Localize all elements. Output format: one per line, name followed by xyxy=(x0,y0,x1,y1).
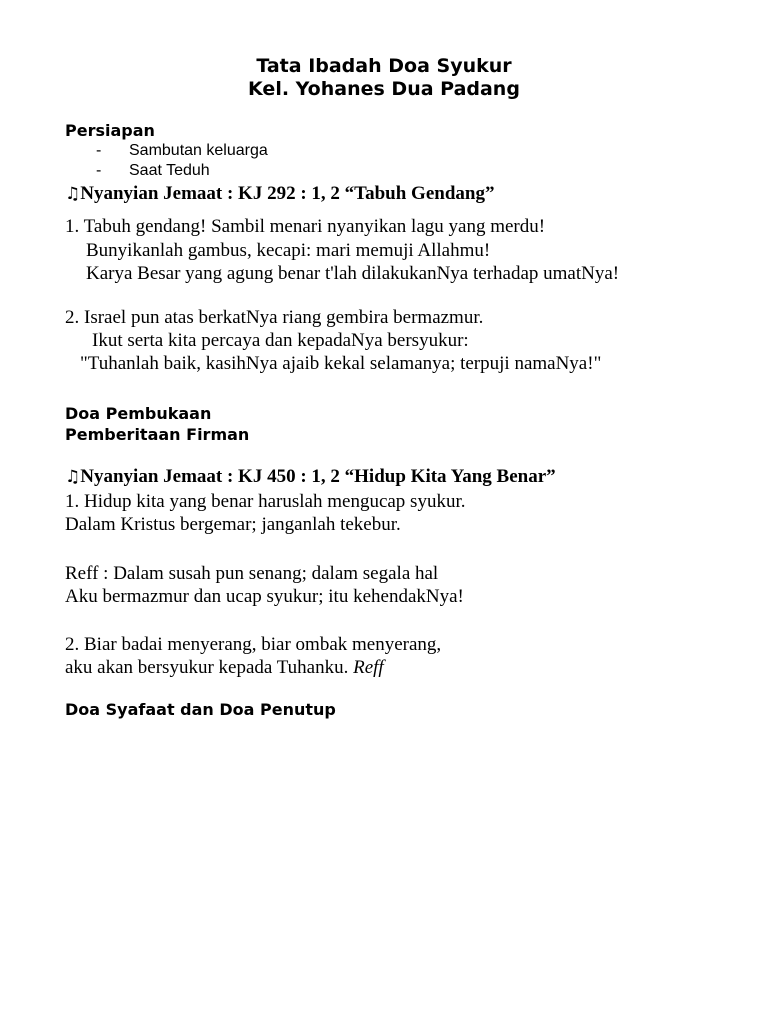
document-title: Tata Ibadah Doa Syukur xyxy=(256,55,512,77)
lyric-line: 1. Hidup kita yang benar haruslah mengucap syukur. xyxy=(65,491,466,512)
section-heading-pemberitaan-firman: Pemberitaan Firman xyxy=(65,425,250,444)
song-title-text: Nyanyian Jemaat : KJ 450 : 1, 2 “Hidup Kita Yang Benar” xyxy=(80,466,556,487)
reff-line: Reff : Dalam susah pun senang; dalam segala hal xyxy=(65,563,439,584)
lyric-text: aku akan bersyukur kepada Tuhanku. xyxy=(65,657,349,678)
song-title-kj450 xyxy=(65,466,556,488)
bullet-dash: - xyxy=(96,162,102,179)
lyric-line: Dalam Kristus bergemar; janganlah tekebur. xyxy=(65,514,401,535)
lyric-line: 1. Tabuh gendang! Sambil menari nyanyikan lagu yang merdu! xyxy=(65,216,546,237)
reff-marker: Reff xyxy=(353,657,384,678)
lyric-line: Ikut serta kita percaya dan kepadaNya bersyukur: xyxy=(92,330,469,351)
lyric-line: 2. Biar badai menyerang, biar ombak menyerang, xyxy=(65,634,442,655)
list-item xyxy=(96,141,268,161)
reff-line: Aku bermazmur dan ucap syukur; itu kehendakNya! xyxy=(65,586,464,607)
lyric-line xyxy=(65,656,384,679)
list-item-label: Sambutan keluarga xyxy=(129,142,268,159)
section-heading-persiapan: Persiapan xyxy=(65,121,155,140)
section-heading-doa-pembukaan: Doa Pembukaan xyxy=(65,404,212,423)
lyric-line: "Tuhanlah baik, kasihNya ajaib kekal selamanya; terpuji namaNya!" xyxy=(80,353,602,374)
music-note-icon: ♫ xyxy=(65,184,81,204)
song-title-kj292 xyxy=(65,183,494,205)
list-item-label: Saat Teduh xyxy=(129,162,210,179)
lyric-line: Bunyikanlah gambus, kecapi: mari memuji Allahmu! xyxy=(86,240,491,261)
lyric-line: 2. Israel pun atas berkatNya riang gembira bermazmur. xyxy=(65,307,484,328)
music-note-icon: ♫ xyxy=(65,467,81,487)
list-item xyxy=(96,161,210,181)
bullet-dash: - xyxy=(96,142,102,159)
document-subtitle: Kel. Yohanes Dua Padang xyxy=(248,78,520,100)
lyric-line: Karya Besar yang agung benar t'lah dilakukanNya terhadap umatNya! xyxy=(86,263,620,284)
section-heading-doa-penutup: Doa Syafaat dan Doa Penutup xyxy=(65,700,336,719)
song-title-text: Nyanyian Jemaat : KJ 292 : 1, 2 “Tabuh Gendang” xyxy=(80,183,495,204)
